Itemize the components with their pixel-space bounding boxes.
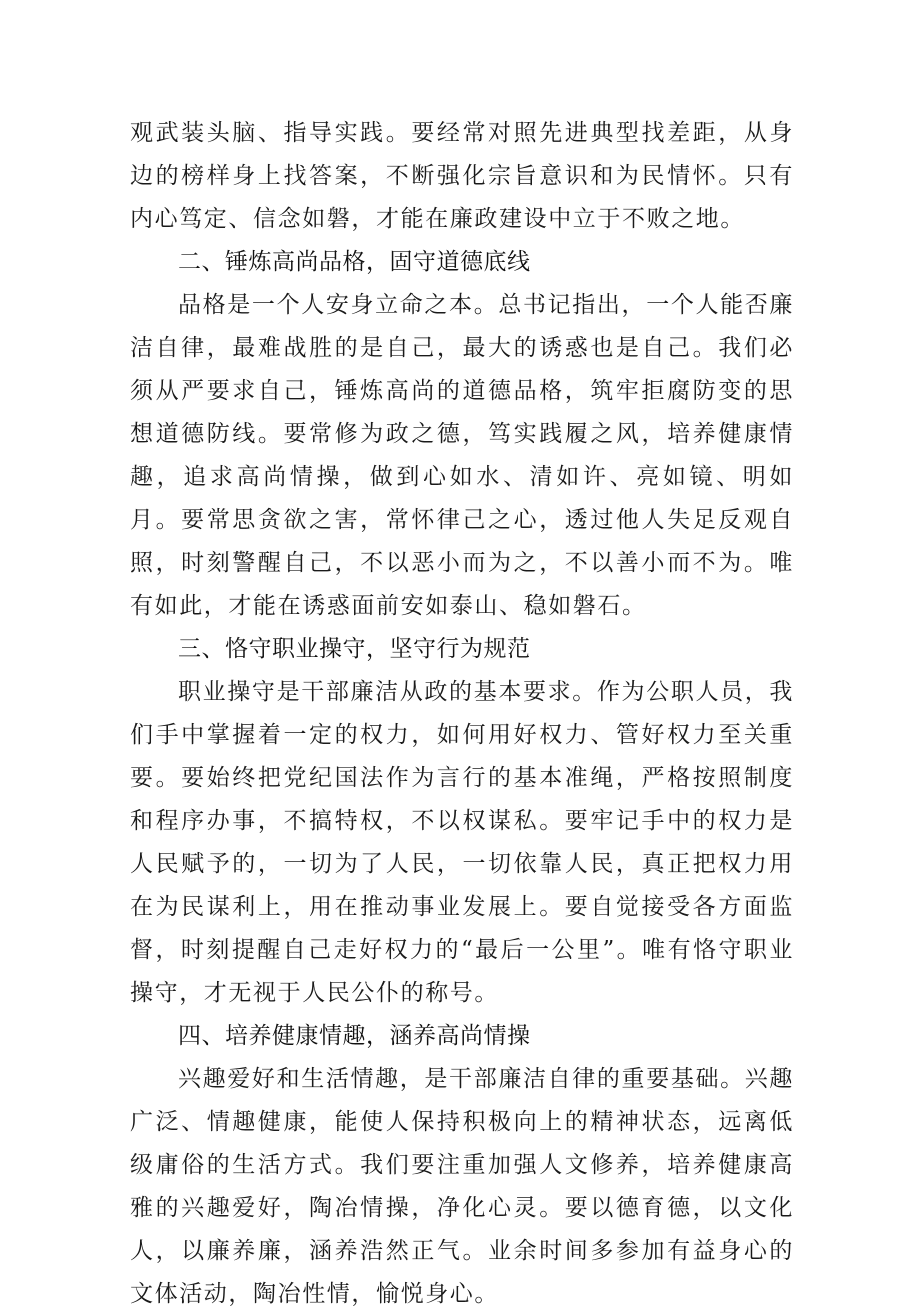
paragraph-professional-ethics: 职业操守是干部廉洁从政的基本要求。作为公职人员，我们手中掌握着一定的权力，如何用好权力、管好权力至关重要。要始终把党纪国法作为言行的基本准绳，严格按照制度和程序办事，不搞特权，不以权谋私。要牢记手中的权力是人民赋予的，一切为了人民，一切依靠人民，真正把权力用在为民谋利上，用在推动事业发展上。要自觉接受各方面监督，时刻提醒自己走好权力的“最后一公里”。唯有恪守职业操守，才无视于人民公仆的称号。 xyxy=(130,679,794,1006)
section-heading-3: 三、恪守职业操守，坚守行为规范 xyxy=(178,636,531,662)
paragraph-healthy-interests: 兴趣爱好和生活情趣，是干部廉洁自律的重要基础。兴趣广泛、情趣健康，能使人保持积极向上的精神状态，远离低级庸俗的生活方式。我们要注重加强人文修养，培养健康高雅的兴趣爱好，陶冶情操，净化心灵。要以德育德，以文化人，以廉养廉，涵养浩然正气。业余时间多参加有益身心的文体活动，陶冶性情，愉悦身心。 xyxy=(130,1066,794,1307)
section-heading-4: 四、培养健康情趣，涵养高尚情操 xyxy=(178,1023,531,1049)
paragraph-continuation: 观武装头脑、指导实践。要经常对照先进典型找差距，从身边的榜样身上找答案，不断强化宗旨意识和为民情怀。只有内心笃定、信念如磐，才能在廉政建设中立于不败之地。 xyxy=(130,120,794,232)
paragraph-character: 品格是一个人安身立命之本。总书记指出，一个人能否廉洁自律，最难战胜的是自己，最大的诱惑也是自己。我们必须从严要求自己，锤炼高尚的道德品格，筑牢拒腐防变的思想道德防线。要常修为政之德，笃实践履之风，培养健康情趣，追求高尚情操，做到心如水、清如许、亮如镜、明如月。要常思贪欲之害，常怀律己之心，透过他人失足反观自照，时刻警醒自己，不以恶小而为之，不以善小而不为。唯有如此，才能在诱惑面前安如泰山、稳如磐石。 xyxy=(130,292,794,619)
section-heading-2: 二、锤炼高尚品格，固守道德底线 xyxy=(178,249,531,275)
document-body xyxy=(130,112,794,1316)
